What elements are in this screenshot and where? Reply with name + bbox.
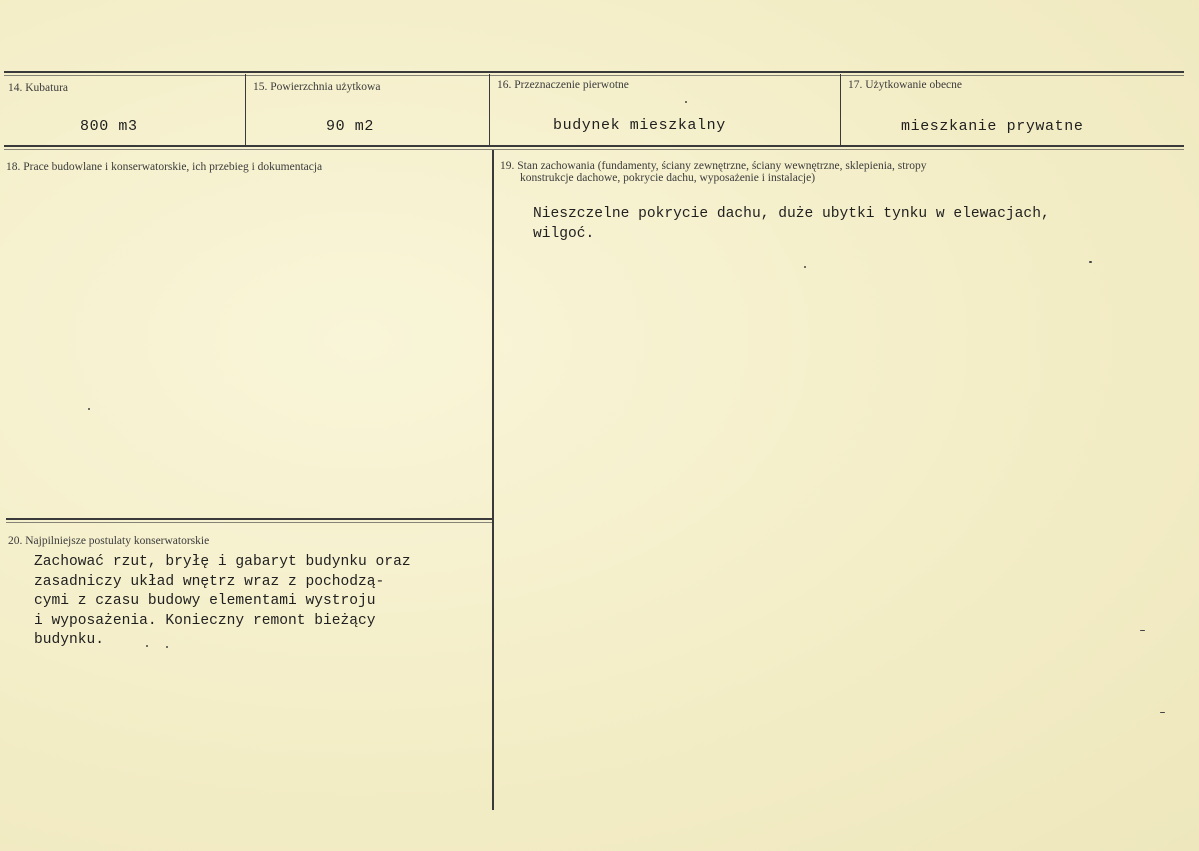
top-rule-thin: [4, 75, 1184, 76]
divider-16-17: [840, 74, 841, 147]
paper-speck: [685, 101, 687, 103]
f20-label: 20. Najpilniejsze postulaty konserwatorskie: [8, 535, 210, 547]
f19-text-line: wilgoć.: [533, 226, 595, 242]
paper-speck: [166, 646, 168, 648]
divider-15-16: [489, 74, 490, 147]
row1-bottom-rule-thin: [4, 149, 1184, 150]
row1-bottom-rule: [4, 145, 1184, 147]
f17-label: 17. Użytkowanie obecne: [848, 79, 963, 91]
f18-label: 18. Prace budowlane i konserwatorskie, ich przebieg i dokumentacja: [6, 161, 323, 173]
f20-text: [34, 553, 411, 651]
f20-text-line: Zachować rzut, bryłę i gabaryt budynku oraz: [34, 554, 411, 570]
f20-text-line: cymi z czasu budowy elementami wystroju: [34, 593, 376, 609]
f20-text-line: budynku.: [34, 632, 105, 648]
paper-speck: [1089, 261, 1092, 263]
f16-value: budynek mieszkalny: [553, 117, 726, 134]
f20-text-line: zasadniczy układ wnętrz wraz z pochodzą-: [34, 573, 385, 590]
f19-text-line: Nieszczelne pokrycie dachu, duże ubytki tynku w elewacjach,: [533, 206, 1050, 222]
f16-label: 16. Przeznaczenie pierwotne: [497, 79, 629, 91]
f19-label-line1: 19. Stan zachowania (fundamenty, ściany zewnętrzne, ściany wewnętrzne, sklepienia, stropy: [500, 160, 927, 172]
f19-text: [533, 204, 1050, 244]
paper-speck: [146, 645, 148, 647]
f15-label: 15. Powierzchnia użytkowa: [253, 81, 381, 93]
paper-speck: [88, 408, 90, 410]
f14-label: 14. Kubatura: [8, 82, 69, 94]
f20-top-rule: [6, 518, 492, 520]
f17-value: mieszkanie prywatne: [901, 118, 1084, 135]
paper-speck: [1160, 712, 1165, 713]
main-divider: [492, 150, 494, 810]
f20-top-rule-thin: [6, 522, 492, 523]
divider-14-15: [245, 74, 246, 147]
paper-speck: [1140, 630, 1145, 631]
f14-value: 800 m3: [80, 118, 138, 135]
f20-text-line: i wyposażenia. Konieczny remont bieżący: [34, 612, 376, 629]
top-rule: [4, 71, 1184, 73]
paper-speck: [804, 266, 806, 268]
f15-value: 90 m2: [326, 118, 375, 135]
f19-label-line2: konstrukcje dachowe, pokrycie dachu, wyposażenie i instalacje): [520, 172, 816, 184]
